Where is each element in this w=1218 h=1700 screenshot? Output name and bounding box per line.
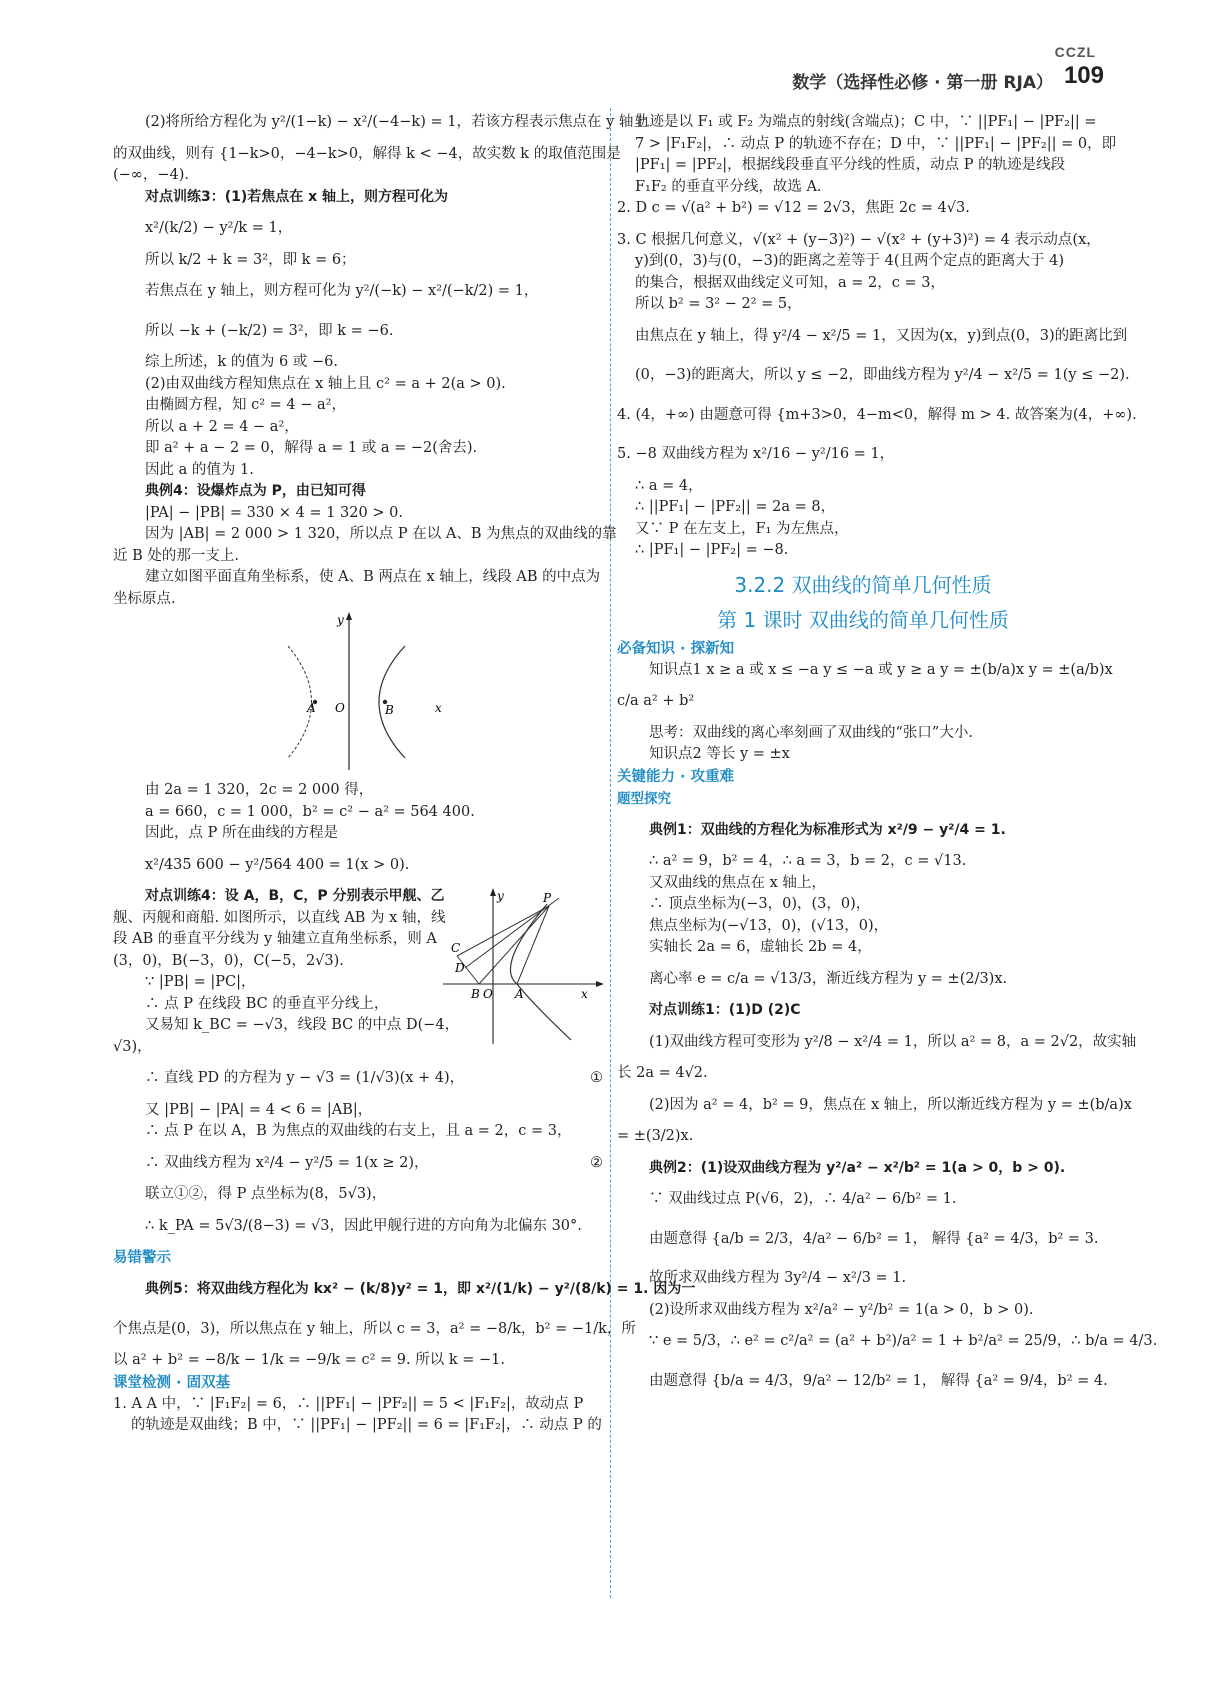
text-line: 典例1：双曲线的方程化为标准形式为 x²/9 − y²/4 = 1. xyxy=(649,821,1006,838)
text-line: 舰、丙舰和商船. 如图所示，以直线 AB 为 x 轴，线 xyxy=(113,909,446,926)
section-heading: 必备知识 · 探新知 xyxy=(617,640,735,657)
text-line: 所以 b² = 3² − 2² = 5， xyxy=(635,296,802,312)
text-line: 所以 −k + (−k/2) = 3²，即 k = −6. xyxy=(145,322,394,339)
text-line: 的双曲线，则有 {1−k>0，−4−k>0，解得 k < −4，故实数 k 的取值范围是 xyxy=(113,145,621,162)
text-line: 思考：双曲线的离心率刻画了双曲线的“张口”大小. xyxy=(649,724,973,741)
text-line: 坐标原点. xyxy=(113,590,176,607)
text-line: ∵ |PB| = |PC|， xyxy=(145,974,256,990)
point-p-label: P xyxy=(543,891,552,905)
point-d-label: D xyxy=(455,961,465,975)
text-line: 对点训练4：设 A，B，C，P 分别表示甲舰、乙 xyxy=(145,888,445,904)
axis-y-label: y xyxy=(337,613,344,627)
text-line: (2)将所给方程化为 y²/(1−k) − x²/(−4−k) = 1，若该方程表示焦点在 y 轴上 xyxy=(145,114,648,130)
text-line: 所以 k/2 + k = 3²，即 k = 6； xyxy=(145,251,356,268)
axis-x-label: x xyxy=(435,701,442,715)
text-line: 即 a² + a − 2 = 0，解得 a = 1 或 a = −2(舍去). xyxy=(145,440,478,456)
text-line: x²/(k/2) − y²/k = 1， xyxy=(145,220,293,236)
text-line: 离心率 e = c/a = √13/3，渐近线方程为 y = ±(2/3)x. xyxy=(649,970,1008,987)
section-heading: 课堂检测 · 固双基 xyxy=(113,1374,231,1391)
text-line: (0，−3)的距离大，所以 y ≤ −2，即曲线方程为 y²/4 − x²/5 = 1(y ≤ −2). xyxy=(635,367,1130,383)
text-line: 5. −8 双曲线方程为 x²/16 − y²/16 = 1， xyxy=(617,446,895,462)
text-line: ∴ a² = 9，b² = 4，∴ a = 3，b = 2，c = √13. xyxy=(649,853,967,869)
text-line: 由题意得 {b/a = 4/3，9/a² − 12/b² = 1， 解得 {a² = 9/4，b² = 4. xyxy=(649,1372,1108,1389)
section-heading: 关键能力 · 攻重难 xyxy=(617,768,735,785)
text-line: 的集合，根据双曲线定义可知，a = 2，c = 3， xyxy=(635,274,945,291)
text-line: (−∞，−4). xyxy=(113,167,190,183)
text-line: ∴ 点 P 在以 A，B 为焦点的双曲线的右支上，且 a = 2，c = 3， xyxy=(145,1123,572,1139)
text-line: y)到(0，3)与(0，−3)的距离之差等于 4(且两个定点的距离大于 4) xyxy=(635,253,1065,269)
text-line: 对点训练3：(1)若焦点在 x 轴上，则方程可化为 xyxy=(145,188,449,205)
text-line: 又 |PB| − |PA| = 4 < 6 = |AB|， xyxy=(145,1101,373,1118)
text-line: ∴ |PF₁| − |PF₂| = −8. xyxy=(635,542,789,558)
text-line: ∴ a = 4， xyxy=(635,477,703,494)
text-line: 2. D c = √(a² + b²) = √12 = 2√3，焦距 2c = 4√3. xyxy=(617,200,970,216)
text-line: (2)设所求双曲线方程为 x²/a² − y²/b² = 1(a > 0，b > 0). xyxy=(649,1301,1034,1318)
text-line: 又易知 k_BC = −√3，线段 BC 的中点 D(−4， xyxy=(145,1017,460,1033)
text-line: 由焦点在 y 轴上，得 y²/4 − x²/5 = 1，又因为(x，y)到点(0，3)的距离比到 xyxy=(635,327,1128,344)
text-line: 知识点2 等长 y = ±x xyxy=(649,746,790,762)
text-line: (1)双曲线方程可变形为 y²/8 − x²/4 = 1，所以 a² = 8，a = 2√2，故实轴 xyxy=(649,1033,1137,1050)
text-line: 典例5：将双曲线方程化为 kx² − (k/8)y² = 1，即 x²/(1/k) − y²/(8/k) = 1. 因为一 xyxy=(145,1281,696,1297)
equation-marker-2: ② xyxy=(590,1154,603,1171)
text-line: 对点训练1：(1)D (2)C xyxy=(649,1002,801,1018)
text-line: c/a a² + b² xyxy=(617,693,695,709)
point-a-label: A xyxy=(515,987,524,1001)
text-line: 个焦点是(0，3)，所以焦点在 y 轴上，所以 c = 3，a² = −8/k，b² = −1/k，所 xyxy=(113,1320,636,1337)
text-line: |PA| − |PB| = 330 × 4 = 1 320 > 0. xyxy=(145,504,403,521)
text-line: 段 AB 的垂直平分线为 y 轴建立直角坐标系，则 A xyxy=(113,931,437,947)
text-line: F₁F₂ 的垂直平分线，故选 A. xyxy=(635,178,822,195)
text-line: 联立①②，得 P 点坐标为(8，5√3)， xyxy=(145,1186,387,1202)
text-line: 因此 a 的值为 1. xyxy=(145,461,254,478)
text-line: 1. A A 中，∵ |F₁F₂| = 6，∴ ||PF₁| − |PF₂|| = 5 < |F₁F₂|，故动点 P xyxy=(113,1395,584,1412)
column-divider xyxy=(610,108,611,1598)
text-line: 知识点1 x ≥ a 或 x ≤ −a y ≤ −a 或 y ≥ a y = ±(b/a)x y = ±(a/b)x xyxy=(649,661,1113,678)
right-column xyxy=(617,112,1158,1392)
text-line: 的轨迹是双曲线；B 中，∵ ||PF₁| − |PF₂|| = 6 = |F₁F₂|，∴ 动点 P 的 xyxy=(131,1417,602,1433)
text-line: 长 2a = 4√2. xyxy=(617,1065,708,1081)
training4-block xyxy=(113,886,605,1058)
text-line: ∵ 双曲线过点 P(√6，2)，∴ 4/a² − 6/b² = 1. xyxy=(649,1191,957,1207)
text-line: 由题意得 {a/b = 2/3，4/a² − 6/b² = 1， 解得 {a² = 4/3，b² = 3. xyxy=(649,1230,1099,1247)
text-line: 典例2：(1)设双曲线方程为 y²/a² − x²/b² = 1(a > 0，b > 0). xyxy=(649,1159,1066,1176)
text-line: 建立如图平面直角坐标系，使 A、B 两点在 x 轴上，线段 AB 的中点为 xyxy=(145,569,601,585)
text-line: 由椭圆方程，知 c² = 4 − a²， xyxy=(145,397,346,413)
text-line: 3. C 根据几何意义，√(x² + (y−3)²) − √(x² + (y+3)²) = 4 表示动点(x， xyxy=(617,231,1101,248)
text-line: 又双曲线的焦点在 x 轴上， xyxy=(649,874,826,891)
point-b-label: B xyxy=(385,703,394,717)
subsection-heading: 题型探究 xyxy=(617,790,671,807)
text-line: = ±(3/2)x. xyxy=(617,1128,694,1144)
text-line: ∴ 直线 PD 的方程为 y − √3 = (1/√3)(x + 4)， xyxy=(145,1070,465,1086)
text-line: |PF₁| = |PF₂|，根据线段垂直平分线的性质，动点 P 的轨迹是线段 xyxy=(635,157,1066,173)
point-a-label: A xyxy=(307,701,316,715)
text-line: √3)， xyxy=(113,1038,152,1055)
text-line: 典例4：设爆炸点为 P，由已知可得 xyxy=(145,483,366,499)
text-line: ∴ 点 P 在线段 BC 的垂直平分线上， xyxy=(145,995,389,1012)
text-line: a = 660，c = 1 000，b² = c² − a² = 564 400. xyxy=(145,803,475,820)
point-c-label: C xyxy=(451,941,461,955)
lesson-title: 第 1 课时 双曲线的简单几何性质 xyxy=(717,607,1009,632)
text-line: 7 > |F₁F₂|，∴ 动点 P 的轨迹不存在；D 中，∵ ||PF₁| − |PF₂|| = 0，即 xyxy=(635,135,1117,152)
text-line: 又∵ P 在左支上，F₁ 为左焦点， xyxy=(635,520,849,537)
origin-label: O xyxy=(335,701,345,715)
text-line: 若焦点在 y 轴上，则方程可化为 y²/(−k) − x²/(−k/2) = 1， xyxy=(145,283,539,299)
text-line: 因此，点 P 所在曲线的方程是 xyxy=(145,825,338,841)
text-line: 因为 |AB| = 2 000 > 1 320，所以点 P 在以 A、B 为焦点的双曲线的靠 xyxy=(145,526,617,542)
axis-x-label: x xyxy=(581,987,588,1001)
origin-label: O xyxy=(483,987,493,1001)
page-number: 109 xyxy=(1063,62,1104,89)
text-line: 故所求双曲线方程为 3y²/4 − x²/3 = 1. xyxy=(649,1270,907,1286)
text-line: 所以 a + 2 = 4 − a²， xyxy=(145,418,299,435)
text-line: 近 B 处的那一支上. xyxy=(113,547,239,564)
text-line: 综上所述，k 的值为 6 或 −6. xyxy=(145,354,338,370)
section-title: 3.2.2 双曲线的简单几何性质 xyxy=(734,572,992,597)
text-line: (3，0)，B(−3，0)，C(−5，2√3). xyxy=(113,952,344,969)
text-line: 轨迹是以 F₁ 或 F₂ 为端点的射线(含端点)；C 中，∵ ||PF₁| − |PF₂|| = xyxy=(635,114,1097,130)
axis-y-label: y xyxy=(497,889,504,903)
point-b-label: B xyxy=(471,987,480,1001)
text-line: 实轴长 2a = 6，虚轴长 2b = 4， xyxy=(649,939,872,955)
equation-marker-1: ① xyxy=(590,1070,603,1086)
text-line: ∴ k_PA = 5√3/(8−3) = √3，因此甲舰行进的方向角为北偏东 30°. xyxy=(145,1217,582,1234)
header-code: CCZL xyxy=(1054,44,1096,60)
text-line: 以 a² + b² = −8/k − 1/k = −9/k = c² = 9. 所以 k = −1. xyxy=(113,1352,505,1368)
text-line: ∵ e = 5/3，∴ e² = c²/a² = (a² + b²)/a² = 1 + b²/a² = 25/9，∴ b/a = 4/3. xyxy=(649,1333,1158,1349)
text-line: ∴ ||PF₁| − |PF₂|| = 2a = 8， xyxy=(635,499,836,515)
text-line: 4. (4，+∞) 由题意可得 {m+3>0，4−m<0，解得 m > 4. 故答案为(4，+∞). xyxy=(617,406,1137,423)
text-line: (2)因为 a² = 4，b² = 9，焦点在 x 轴上，所以渐近线方程为 y = ±(b/a)x xyxy=(649,1096,1132,1113)
section-heading: 易错警示 xyxy=(113,1250,171,1266)
hyperbola-figure xyxy=(113,610,605,780)
ship-figure xyxy=(435,886,605,1046)
header-title: 数学（选择性必修 · 第一册 RJA） xyxy=(792,73,1053,93)
text-line: ∴ 顶点坐标为(−3，0)，(3，0)， xyxy=(649,896,871,912)
text-line: 焦点坐标为(−√13，0)，(√13，0)， xyxy=(649,917,889,934)
text-line: x²/435 600 − y²/564 400 = 1(x > 0). xyxy=(145,856,410,873)
text-line: 由 2a = 1 320，2c = 2 000 得， xyxy=(145,782,374,798)
text-line: (2)由双曲线方程知焦点在 x 轴上且 c² = a + 2(a > 0). xyxy=(145,375,506,392)
text-line: ∴ 双曲线方程为 x²/4 − y²/5 = 1(x ≥ 2)， xyxy=(145,1154,429,1171)
